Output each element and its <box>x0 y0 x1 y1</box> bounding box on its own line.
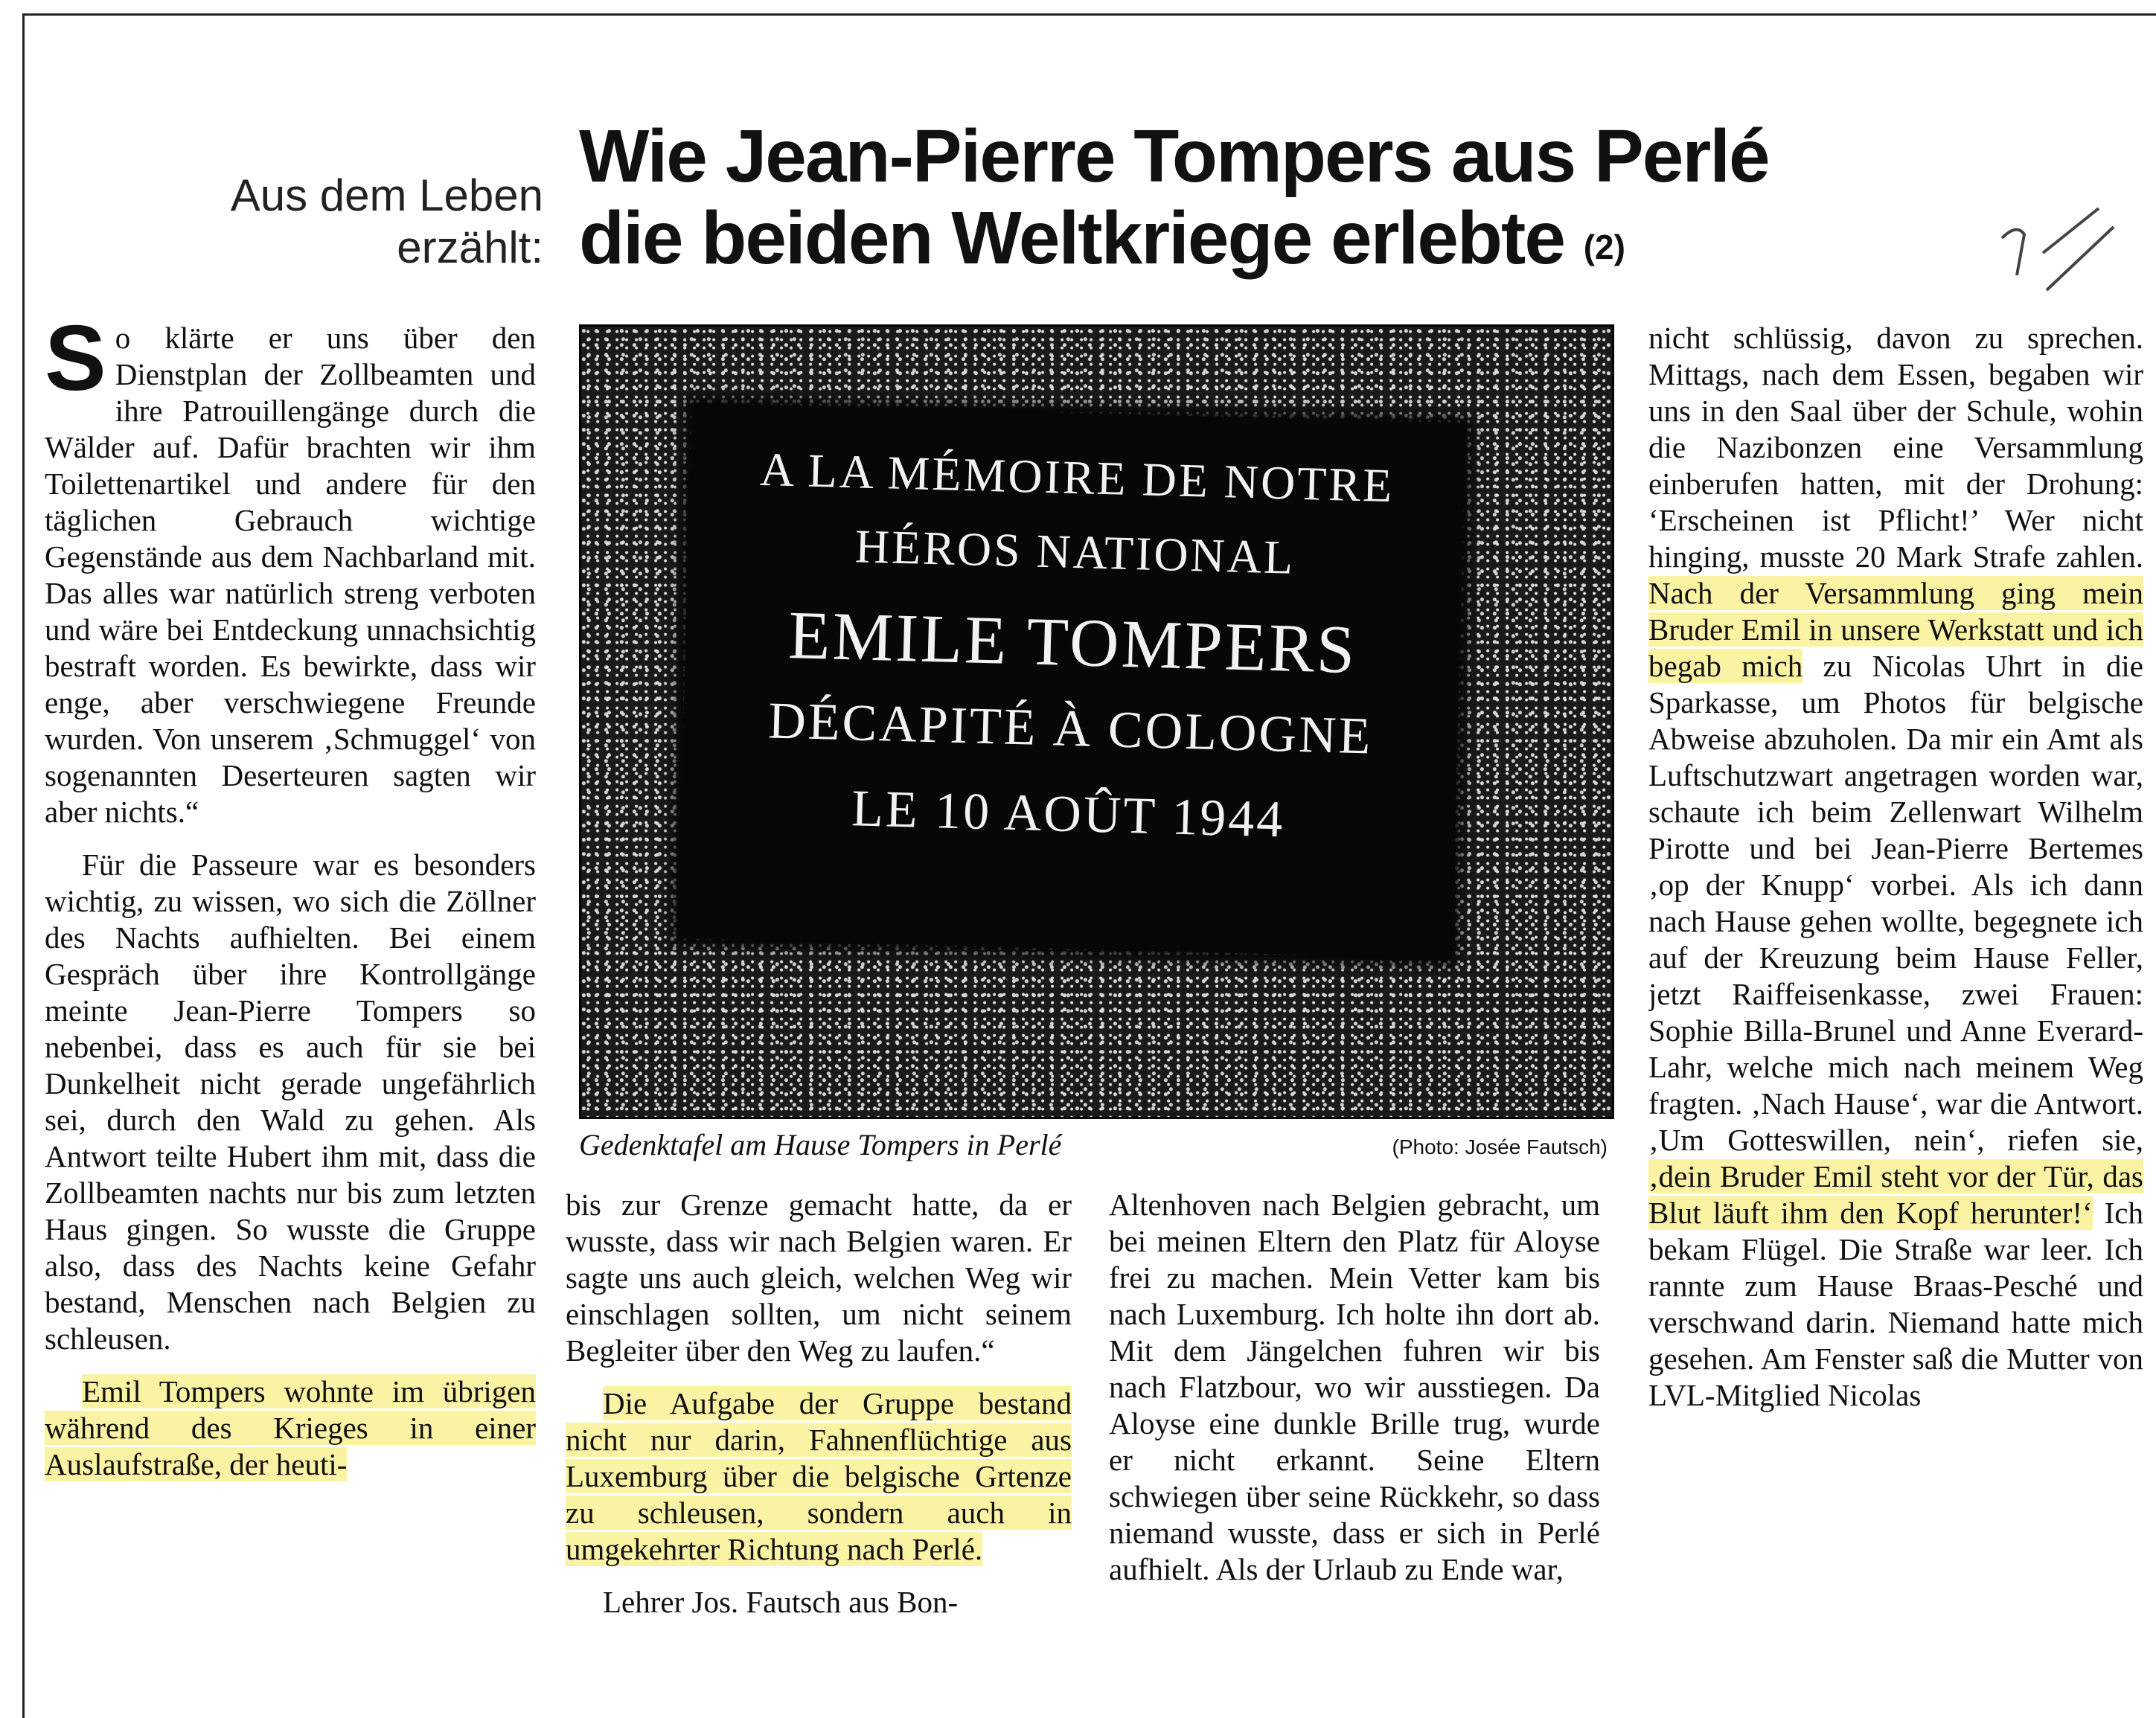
top-rule <box>22 13 2156 16</box>
article-column-3 <box>1109 1187 1600 1718</box>
highlighted-text: Nach der Versammlung ging mein Bruder Emil in unsere Werkstatt und ich begab mich <box>1648 576 2143 683</box>
kicker <box>149 170 543 274</box>
plaque-line: A LA MÉMOIRE DE NOTRE <box>759 442 1395 513</box>
photo-credit: (Photo: Josée Fautsch) <box>1392 1135 1608 1158</box>
paragraph-text: Ich bekam Flügel. Die Straße war leer. Ich rannte zum Hause Braas-Pesché und verschwand darin. Niemand hatte mich gesehen. Am Fenster saß die Mutter von LVL-Mitglied Nicolas <box>1648 1196 2143 1412</box>
paragraph: Für die Passeure war es besonders wichtig, zu wissen, wo sich die Zöllner des Nachts aufhielten. Bei einem Gespräch über ihre Kontrollgänge meinte Jean-Pierre Tompers so nebenbei, dass es auch für sie bei Dunkelheit nicht gerade ungefährlich sei, durch den Wald zu gehen. Als Antwort teilte Hubert ihm mit, dass die Zollbeamten nachts nur bis zum letzten Haus gingen. So wusste die Gruppe also, dass des Nachts keine Gefahr bestand, Menschen nach Belgien zu schleusen. <box>45 847 536 1356</box>
paragraph-text: nicht schlüssig, davon zu sprechen. Mittags, nach dem Essen, begaben wir uns in den Saal über der Schule, wohin die Nazibonzen eine Versammlung einberufen hatten, mit der Drohung: ‘Erscheinen ist Pflicht!’ Wer nicht hinging, musste 20 Mark Strafe zahlen. <box>1648 321 2143 574</box>
paragraph-text: o klärte er uns über den Dienstplan der Zollbeamten und ihre Patrouillengänge durch die Wälder auf. Dafür brachten wir ihm Toilettenartikel und andere für den täglichen Gebrauch wichtige Gegenstände aus dem Nachbarland mit. Das alles war natürlich streng verboten und wäre bei Entdeckung unnachsichtig bestraft worden. Es bewirkte, dass wir enge, aber verschwiegene Freunde wurden. Von unserem ‚Schmuggel‘ von sogenannten Deserteuren sagten wir aber nichts.“ <box>45 321 536 829</box>
highlighted-text: ‚dein Bruder Emil steht vor der Tür, das Blut läuft ihm den Kopf herunter!‘ <box>1648 1159 2143 1230</box>
kicker-line-1: Aus dem Leben <box>230 170 543 220</box>
paragraph <box>566 1385 1072 1568</box>
highlighted-text: Emil Tompers wohnte im übrigen während des Krieges in einer Auslaufstraße, der heuti- <box>45 1374 536 1481</box>
article-column-1 <box>45 320 536 1718</box>
headline-line-1: Wie Jean-Pierre Tompers aus Perlé <box>579 115 1769 198</box>
plaque-line: DÉCAPITÉ À COLOGNE <box>767 692 1374 766</box>
paragraph-text: zu Nicolas Uhrt in die Sparkasse, um Photos für belgische Abweise abzuholen. Da mir ein Amt als Luftschutzwart angetragen worden war, schaute ich beim Zellenwart Wilhelm Pirotte und bei Jean-Pierre Bertemes ‚op der Knupp‘ vorbei. Als ich dann nach Hause gehen wollte, begegnete ich auf der Kreuzung beim Hause Feller, jetzt Raiffeisenkasse, zwei Frauen: Sophie Billa-Brunel und Anne Everard-Lahr, welche mich nach meinem Weg fragten. ‚Nach Hause‘, war die Antwort. ‚Um Gotteswillen, nein‘, riefen sie, <box>1648 649 2143 1157</box>
paragraph: Lehrer Jos. Fautsch aus Bon- <box>603 1585 959 1619</box>
article-column-2 <box>566 1187 1072 1718</box>
paragraph: bis zur Grenze gemacht hatte, da er wusste, dass wir nach Belgien waren. Er sagte uns auch gleich, welchen Weg wir einschlagen sollten, um nicht seinem Begleiter über den Weg zu laufen.“ <box>566 1187 1072 1368</box>
headline-line-2 <box>579 197 2067 288</box>
plaque-line: LE 10 AOÛT 1944 <box>851 780 1286 849</box>
part-number: (2) <box>1583 228 1625 266</box>
paragraph <box>45 1374 536 1483</box>
drop-cap: S <box>45 320 106 410</box>
memorial-plaque <box>678 403 1465 959</box>
photo-caption: Gedenktafel am Hause Tompers in Perlé <box>579 1128 1062 1161</box>
article-column-4 <box>1648 320 2143 1718</box>
kicker-line-2: erzählt: <box>397 222 543 272</box>
headline <box>579 115 2067 288</box>
left-rule <box>22 13 25 1718</box>
paragraph <box>1648 320 2143 1414</box>
headline-line-2-text: die beiden Weltkriege erlebte <box>579 196 1564 280</box>
paragraph: Altenhoven nach Belgien gebracht, um bei meinen Eltern den Platz für Aloyse frei zu machen. Mein Vetter kam bis nach Luxemburg. Ich holte ihn dort ab. Mit dem Jängelchen fuhren wir bis nach Flatzbour, wo wir ausstiegen. Da Aloyse eine dunkle Brille trug, wurde er nicht erkannt. Seine Eltern schwiegen über seine Rückkehr, so dass niemand wusste, dass er sich in Perlé aufhielt. Als der Urlaub zu Ende war, <box>1109 1187 1600 1586</box>
highlighted-text: Die Aufgabe der Gruppe bestand nicht nur darin, Fahnenflüchtige aus Luxemburg über die belgische Grtenze zu schleusen, sondern auch in umgekehrter Richtung nach Perlé. <box>566 1386 1072 1566</box>
handwritten-mark-icon <box>1972 193 2121 312</box>
paragraph <box>45 320 536 830</box>
plaque-line: HÉROS NATIONAL <box>854 519 1296 584</box>
plaque-line: EMILE TOMPERS <box>787 597 1358 688</box>
